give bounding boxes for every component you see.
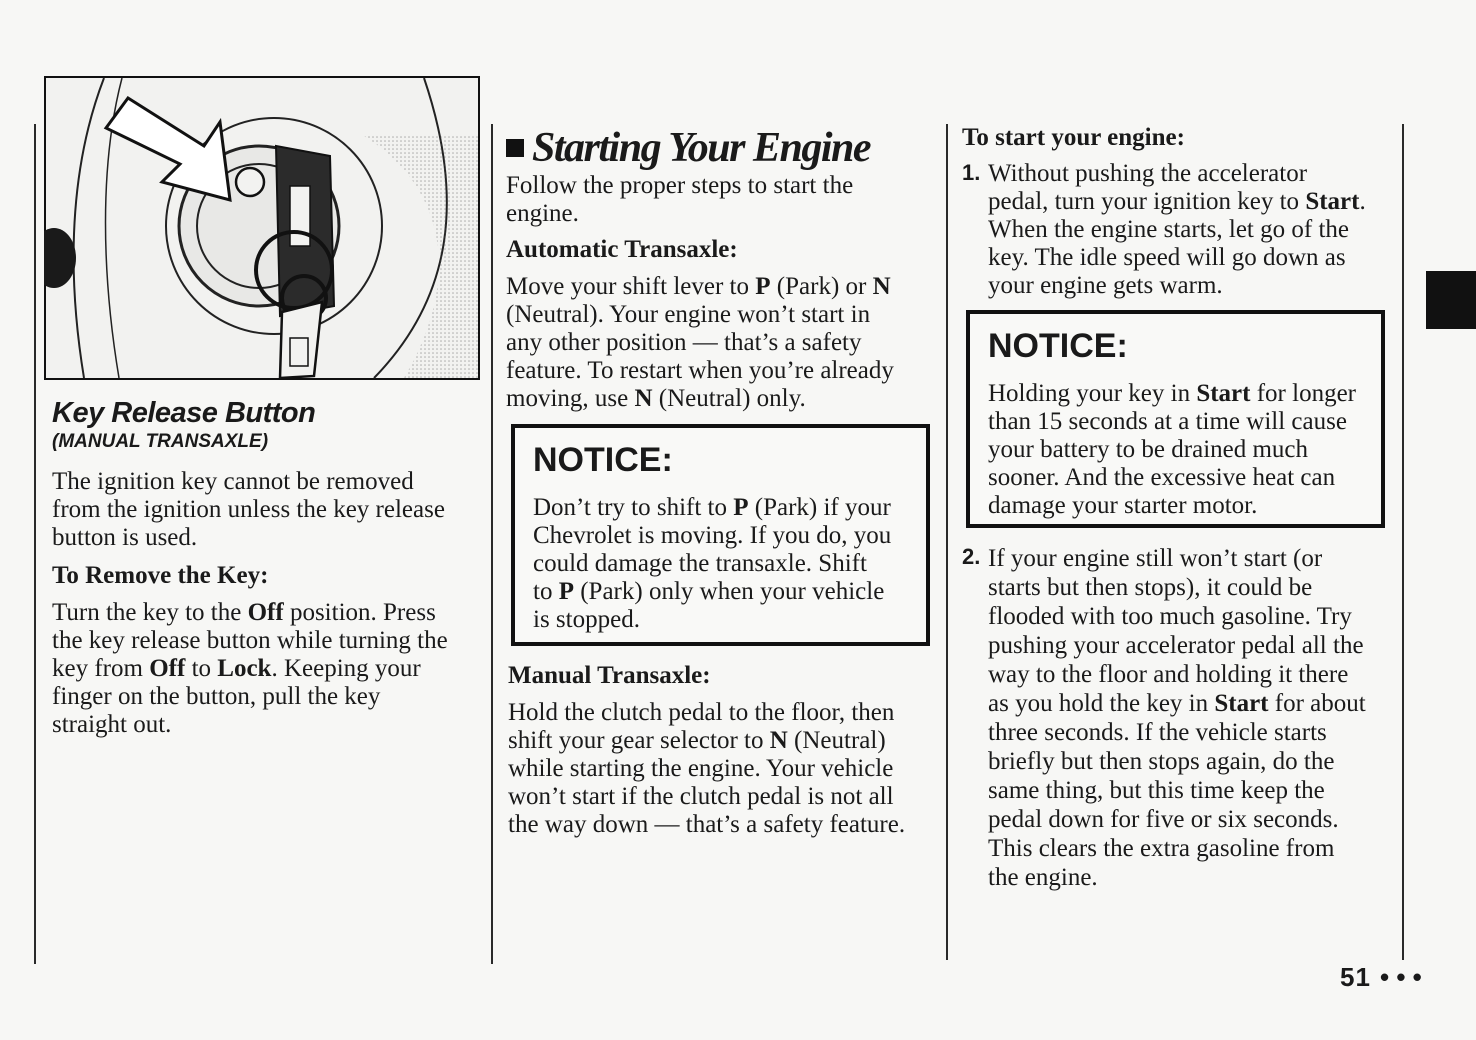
text-segment: three seconds. If the vehicle starts <box>988 719 1327 746</box>
text-segment: This clears the extra gasoline from <box>988 835 1335 862</box>
bold-term: N <box>634 385 653 412</box>
text-segment: Don’t try to shift to <box>533 494 734 521</box>
text-segment: Hold the clutch pedal to the floor, then <box>508 699 895 726</box>
bold-term: Start <box>1305 188 1360 215</box>
text-segment: (Neutral) <box>787 727 886 754</box>
text-line <box>506 200 936 228</box>
text-segment: Chevrolet is moving. If you do, you <box>533 522 892 549</box>
key-release-subtitle: (MANUAL TRANSAXLE) <box>52 431 269 452</box>
step-1-number: 1. <box>962 160 981 185</box>
text-line <box>988 776 1392 805</box>
text-segment: Without pushing the accelerator <box>988 160 1308 187</box>
step-2 <box>962 544 1392 892</box>
text-line <box>52 468 482 496</box>
text-line <box>988 544 1392 573</box>
text-segment: to <box>533 578 559 605</box>
text-segment: If your engine still won’t start (or <box>988 545 1323 572</box>
bold-term: Lock <box>217 655 272 682</box>
text-line <box>52 627 482 655</box>
text-segment: your engine gets warm. <box>988 272 1223 299</box>
text-segment: sooner. And the excessive heat can <box>988 464 1336 491</box>
text-segment: the key release button while turning the <box>52 627 448 654</box>
text-line <box>988 160 1392 188</box>
text-line <box>506 172 936 200</box>
text-segment: key from <box>52 655 150 682</box>
text-segment: won’t start if the clutch pedal is not all <box>508 783 894 810</box>
text-line <box>508 755 938 783</box>
text-segment: your battery to be drained much <box>988 436 1309 463</box>
column-rule-middle-left <box>491 124 493 964</box>
text-line <box>508 727 938 755</box>
text-line <box>988 244 1392 272</box>
text-segment: (Neutral). Your engine won’t start in <box>506 301 871 328</box>
text-segment: (Park) only when your vehicle <box>573 578 885 605</box>
text-line <box>988 408 1381 436</box>
text-segment: (Park) or <box>770 273 873 300</box>
bold-term: Start <box>1196 380 1251 407</box>
text-segment: the engine. <box>988 864 1098 891</box>
text-segment: from the ignition unless the key release <box>52 496 445 523</box>
text-line <box>52 524 482 552</box>
key-release-title: Key Release Button <box>52 397 316 429</box>
text-segment: button is used. <box>52 524 198 551</box>
text-line <box>533 522 926 550</box>
page-dots: • • • <box>1380 962 1422 992</box>
text-segment: Turn the key to the <box>52 599 248 626</box>
text-line <box>506 301 936 329</box>
starting-engine-intro <box>506 172 936 228</box>
text-line <box>508 783 938 811</box>
manual-transaxle-section <box>508 662 938 839</box>
text-line <box>533 606 926 634</box>
text-line <box>988 805 1392 834</box>
text-line <box>506 357 936 385</box>
text-line <box>52 496 482 524</box>
text-line <box>52 599 482 627</box>
remove-key-heading: To Remove the Key: <box>52 562 269 589</box>
text-segment: same thing, but this time keep the <box>988 777 1325 804</box>
text-segment: . Keeping your <box>271 655 421 682</box>
bold-term: P <box>755 273 771 300</box>
text-segment: to <box>185 655 218 682</box>
bold-term: Off <box>149 655 186 682</box>
text-segment: finger on the button, pull the key <box>52 683 381 710</box>
text-segment: as you hold the key in <box>988 690 1215 717</box>
text-line <box>988 492 1381 520</box>
text-line <box>506 273 936 301</box>
notice-text <box>533 494 926 634</box>
column-rule-left <box>34 124 36 964</box>
text-segment: engine. <box>506 200 579 227</box>
notice-title: NOTICE: <box>988 327 1128 365</box>
text-segment: briefly but then stops again, do the <box>988 748 1335 775</box>
text-segment: The ignition key cannot be removed <box>52 468 414 495</box>
text-line <box>52 683 482 711</box>
text-line <box>988 464 1381 492</box>
bold-term: N <box>872 273 891 300</box>
bold-term: P <box>733 494 749 521</box>
text-segment: key. The idle speed will go down as <box>988 244 1346 271</box>
text-line <box>52 655 482 683</box>
starting-engine-heading <box>506 124 936 172</box>
remove-key-text <box>52 599 482 739</box>
column-rule-right <box>1402 124 1404 960</box>
text-segment: (Park) if your <box>748 494 891 521</box>
text-segment: the way down — that’s a safety feature. <box>508 811 906 838</box>
step-2-number: 2. <box>962 544 981 569</box>
text-line <box>506 385 936 413</box>
text-line <box>533 550 926 578</box>
section-tab-marker <box>1426 271 1476 329</box>
left-column <box>52 396 482 739</box>
text-line <box>52 711 482 739</box>
text-segment: Follow the proper steps to start the <box>506 172 854 199</box>
text-line <box>988 660 1392 689</box>
notice-box-shift <box>511 424 930 646</box>
text-line <box>533 494 926 522</box>
text-line <box>533 578 926 606</box>
text-segment: shift your gear selector to <box>508 727 770 754</box>
section-bullet-icon <box>506 139 524 157</box>
text-line <box>506 329 936 357</box>
ignition-key-illustration-svg <box>44 76 480 380</box>
text-segment: could damage the transaxle. Shift <box>533 550 867 577</box>
key-release-intro <box>52 468 482 552</box>
text-segment: pushing your accelerator pedal all the <box>988 632 1364 659</box>
text-segment: than 15 seconds at a time will cause <box>988 408 1347 435</box>
text-line <box>988 573 1392 602</box>
page-number: 51 <box>1340 962 1371 992</box>
text-segment: damage your starter motor. <box>988 492 1258 519</box>
notice-title: NOTICE: <box>533 441 673 479</box>
text-line <box>508 699 938 727</box>
text-segment: pedal down for five or six seconds. <box>988 806 1339 833</box>
notice-text <box>988 380 1381 520</box>
text-line <box>988 602 1392 631</box>
text-line <box>988 689 1392 718</box>
text-segment: flooded with too much gasoline. Try <box>988 603 1352 630</box>
text-segment: (Neutral) only. <box>652 385 806 412</box>
starting-engine-title: Starting Your Engine <box>532 125 871 171</box>
text-line <box>988 436 1381 464</box>
automatic-transaxle-text <box>506 273 936 413</box>
text-line <box>988 272 1392 300</box>
text-segment: for about <box>1268 690 1366 717</box>
text-segment: Holding your key in <box>988 380 1197 407</box>
text-line <box>988 747 1392 776</box>
text-line <box>988 834 1392 863</box>
text-line <box>988 718 1392 747</box>
notice-box-starter <box>966 310 1385 528</box>
text-segment: for longer <box>1250 380 1357 407</box>
text-line <box>988 380 1381 408</box>
middle-column <box>506 124 936 413</box>
right-column <box>962 124 1392 300</box>
text-segment: is stopped. <box>533 606 640 633</box>
bold-term: N <box>769 727 788 754</box>
text-segment: feature. To restart when you’re already <box>506 357 894 384</box>
automatic-transaxle-heading: Automatic Transaxle: <box>506 236 738 263</box>
text-segment: while starting the engine. Your vehicle <box>508 755 894 782</box>
text-segment: position. Press <box>283 599 436 626</box>
text-line <box>988 631 1392 660</box>
text-segment: Move your shift lever to <box>506 273 756 300</box>
ignition-illustration <box>44 76 480 380</box>
text-line <box>988 188 1392 216</box>
text-segment: any other position — that’s a safety <box>506 329 862 356</box>
bold-term: P <box>558 578 574 605</box>
bold-term: Off <box>247 599 284 626</box>
bold-term: Start <box>1214 690 1269 717</box>
text-segment: way to the floor and holding it there <box>988 661 1349 688</box>
text-segment: . <box>1359 188 1366 215</box>
text-segment: starts but then stops), it could be <box>988 574 1313 601</box>
text-segment: straight out. <box>52 711 172 738</box>
text-segment: pedal, turn your ignition key to <box>988 188 1306 215</box>
text-line <box>988 863 1392 892</box>
step-1 <box>962 160 1392 300</box>
manual-transaxle-heading: Manual Transaxle: <box>508 662 711 689</box>
step-2-section <box>962 544 1392 892</box>
text-line <box>988 216 1392 244</box>
text-segment: When the engine starts, let go of the <box>988 216 1349 243</box>
column-rule-middle-right <box>946 124 948 960</box>
step-2-text <box>988 544 1392 892</box>
start-engine-heading: To start your engine: <box>962 124 1185 151</box>
text-line <box>508 811 938 839</box>
manual-transaxle-text <box>508 699 938 839</box>
text-segment: moving, use <box>506 385 635 412</box>
step-1-text <box>988 160 1392 300</box>
